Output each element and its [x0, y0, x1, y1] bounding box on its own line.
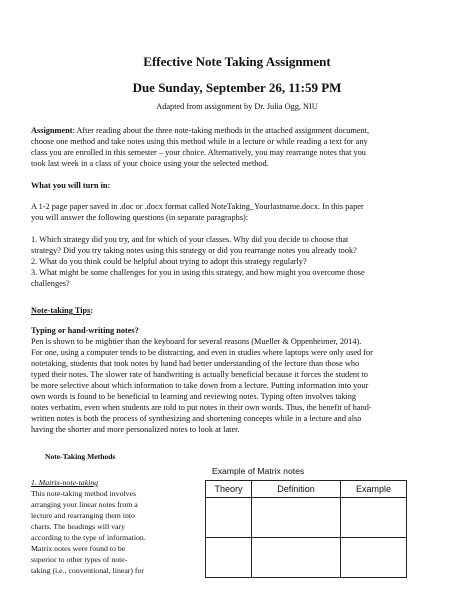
tips-line-2: For one, using a computer tends to be distracting, and even in studies where laptops were only used for	[31, 348, 373, 357]
matrix-row	[206, 498, 407, 538]
method-1-title: 1. Matrix-note-taking	[31, 478, 99, 487]
matrix-header-row	[206, 481, 407, 498]
question-line-5: challenges?	[31, 279, 70, 288]
tips-heading: Note-taking Tips:	[31, 306, 94, 315]
matrix-cell	[341, 498, 407, 538]
matrix-cell	[341, 538, 407, 578]
method-1-line-1: This note-taking method involves	[31, 489, 137, 498]
tips-line-7: notes verbatim, even when students are told to put notes in their own words. Thus, the benefit of hand-	[31, 403, 372, 412]
question-line-3: 2. What do you think could be helpful about trying to adopt this strategy regularly?	[31, 257, 307, 266]
tips-subheading: Typing or hand-writing notes?	[31, 326, 139, 335]
assignment-line-2: choose one method and take notes using this method while in a lecture or while reading a text for any	[31, 137, 368, 146]
question-line-4: 3. What might be some challenges for you in using this strategy, and how might you overcome those	[31, 268, 365, 277]
matrix-header-definition: Definition	[252, 481, 341, 498]
tips-line-9: having the shorter and more personalized notes to look at later.	[31, 425, 240, 434]
tips-line-6: own words is found to be beneficial to learning and reviewing notes. Typing often involves taking	[31, 392, 357, 401]
question-line-1: 1. Which strategy did you try, and for which of your classes. Why did you decide to choose that	[31, 235, 349, 244]
method-1-line-7: superior to other types of note-	[31, 555, 128, 564]
matrix-cell	[252, 498, 341, 538]
tips-line-5: be more selective about which information to take down from a lecture. Putting information into your	[31, 381, 369, 390]
assignment-label: Assignment	[31, 126, 73, 135]
method-1-line-8: taking (i.e., conventional, linear) for	[31, 566, 145, 575]
methods-heading: Note-Taking Methods	[45, 452, 116, 461]
assignment-line-3: class you are enrolled in this semester – your choice. Alternatively, you may rearrange notes that you	[31, 148, 366, 157]
due-date: Due Sunday, September 26, 11:59 PM	[132, 80, 342, 95]
document-title: Effective Note Taking Assignment	[143, 54, 331, 69]
method-1-line-4: charts. The headings will vary	[31, 522, 126, 531]
matrix-example-table	[205, 480, 407, 578]
matrix-caption: Example of Matrix notes	[212, 466, 305, 476]
tips-line-1: Pen is shown to be mightier than the keyboard for several reasons (Mueller & Oppenheimer, 2014).	[31, 337, 362, 346]
matrix-cell	[206, 498, 252, 538]
tips-line-4: typed their notes. The slower rate of handwriting is actually beneficial because it forces the student to	[31, 370, 368, 379]
turn-in-line-2: you will answer the following questions (in separate paragraphs):	[31, 213, 249, 222]
matrix-header-theory: Theory	[206, 481, 252, 498]
turn-in-heading: What you will turn in:	[31, 181, 111, 190]
matrix-row	[206, 538, 407, 578]
method-1-line-3: lecture and rearranging them into	[31, 511, 135, 520]
question-line-2: strategy? Did you try taking notes using this strategy or did you rearrange notes you already took?	[31, 246, 357, 255]
matrix-cell	[252, 538, 341, 578]
adapted-credit: Adapted from assignment by Dr. Julia Ogg, NIU	[156, 102, 318, 111]
method-1-line-2: arranging your linear notes from a	[31, 500, 138, 509]
method-1-line-6: Matrix notes were found to be	[31, 544, 126, 553]
tips-line-8: written notes is both the process of synthesizing and shortening concepts while in a lecture and also	[31, 414, 362, 423]
method-1-line-5: according to the type of information.	[31, 533, 146, 542]
turn-in-line-1: A 1-2 page paper saved in .doc or .docx format called NoteTaking_Yourlastname.docx. In this paper	[31, 202, 364, 211]
tips-line-3: notetaking, students that took notes by hand had better understanding of the lecture than those who	[31, 359, 360, 368]
assignment-line-4: took last week in a class of your choice using your the selected method.	[31, 159, 269, 168]
matrix-header-example: Example	[341, 481, 407, 498]
matrix-cell	[206, 538, 252, 578]
assignment-line-1: Assignment: After reading about the three note-taking methods in the attached assignment document,	[31, 126, 370, 135]
